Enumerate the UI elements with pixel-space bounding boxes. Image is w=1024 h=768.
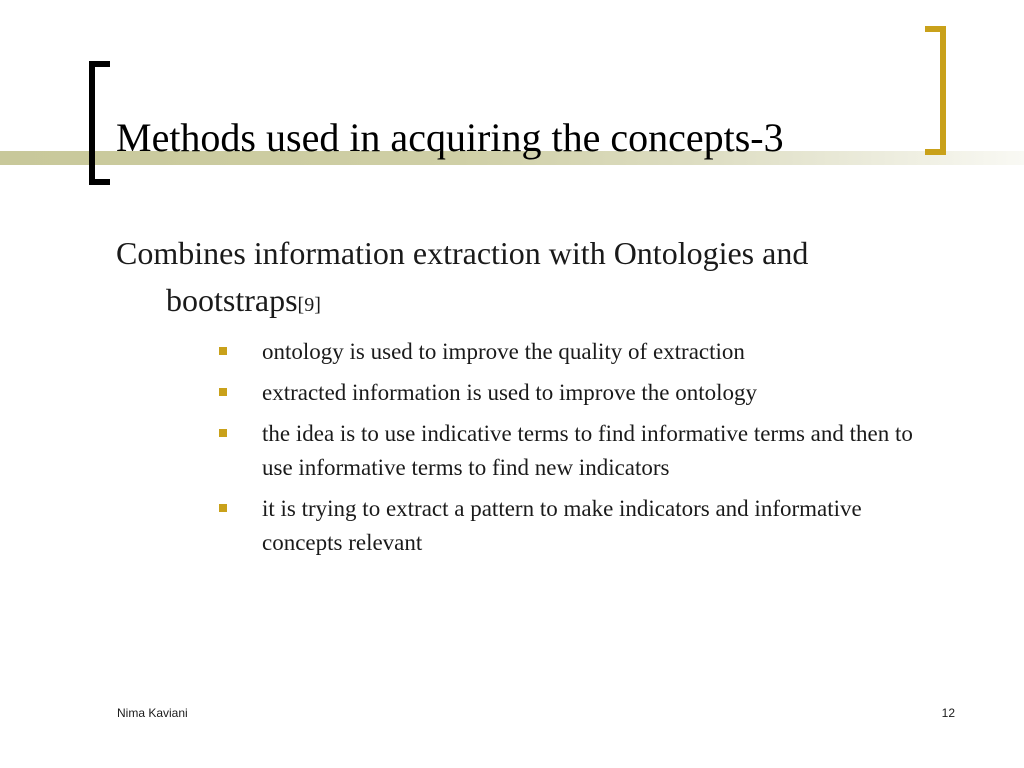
- bullet-text: it is trying to extract a pattern to make indicators and informative concepts relevant: [262, 496, 862, 555]
- bullet-text: extracted information is used to improve the ontology: [262, 380, 758, 405]
- bullet-item: [262, 417, 946, 485]
- slide-body: [116, 230, 946, 567]
- bullet-text: the idea is to use indicative terms to find informative terms and then to use informative terms to find new indicators: [262, 421, 913, 480]
- left-bracket-decoration: [89, 61, 110, 185]
- page-number: 12: [941, 706, 955, 720]
- square-bullet-icon: [219, 388, 227, 396]
- square-bullet-icon: [219, 504, 227, 512]
- bullet-item: [262, 335, 946, 369]
- square-bullet-icon: [219, 429, 227, 437]
- bullet-text: ontology is used to improve the quality of extraction: [262, 339, 745, 364]
- bullet-item: [262, 376, 946, 410]
- footer-author: Nima Kaviani: [117, 706, 188, 720]
- bullet-list: [116, 335, 946, 560]
- main-point-text: Combines information extraction with Ontologies and bootstraps: [116, 235, 809, 318]
- citation-reference: [9]: [297, 294, 321, 316]
- slide-title: Methods used in acquiring the concepts-3: [116, 115, 784, 160]
- bullet-item: [262, 492, 946, 560]
- square-bullet-icon: [219, 347, 227, 355]
- right-bracket-decoration: [925, 26, 946, 155]
- main-point: [116, 230, 946, 329]
